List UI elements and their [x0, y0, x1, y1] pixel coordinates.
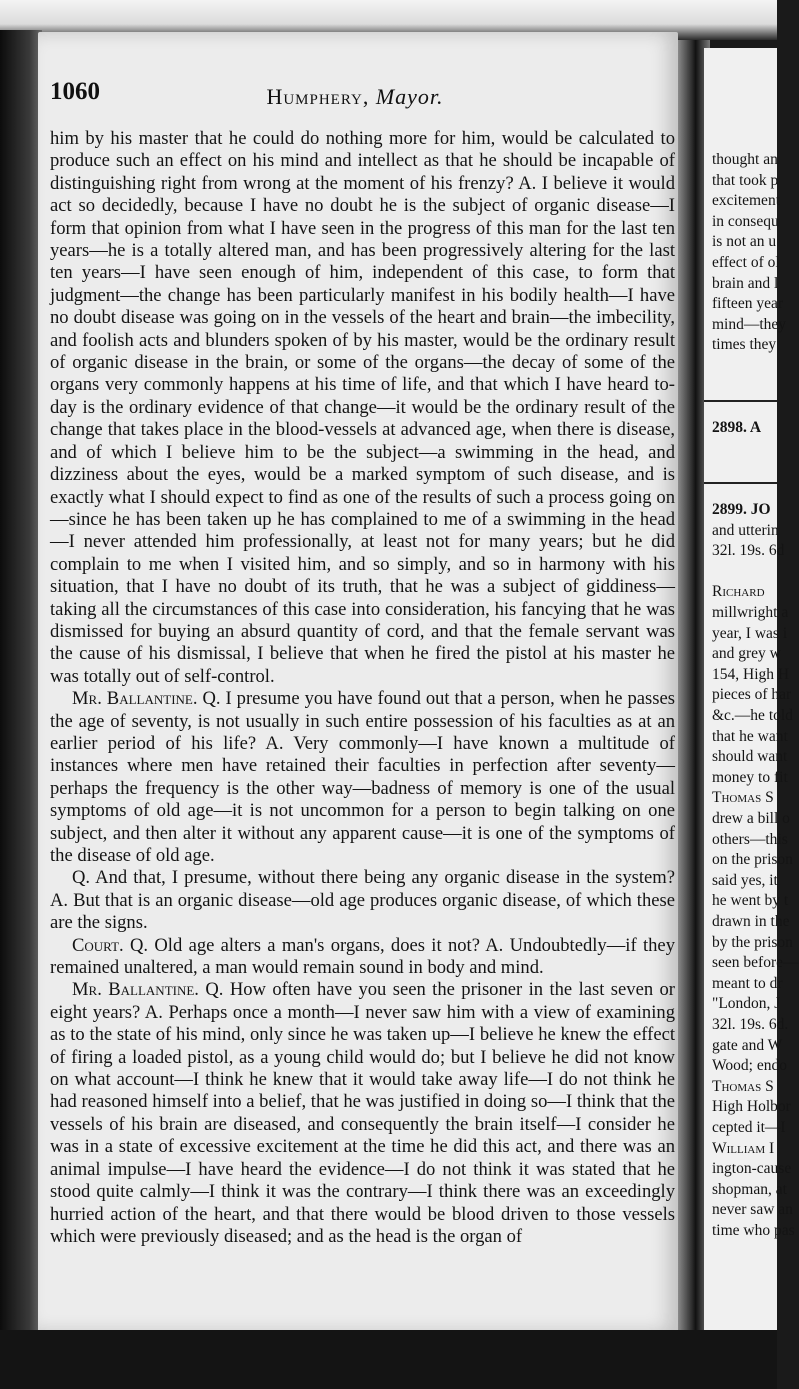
right-line: excitement — [712, 192, 780, 210]
right-entry-2898: 2898. A — [712, 418, 762, 436]
paragraph-4 — [50, 935, 675, 980]
right-line: time who pas — [712, 1221, 795, 1239]
right-line: High Holbor — [712, 1098, 791, 1116]
page-header — [50, 78, 660, 112]
right-line: others—this — [712, 830, 788, 848]
right-entry-2899: 2899. JO — [712, 501, 771, 519]
right-line: by the prison — [712, 933, 793, 951]
right-line: pieces of har — [712, 686, 792, 704]
right-line: shopman, at — [712, 1180, 787, 1198]
right-line: gate and W — [712, 1036, 783, 1054]
right-line: 32l. 19s. 6d. — [712, 1015, 789, 1033]
right-line: times they — [712, 336, 777, 354]
paragraph-2 — [50, 688, 675, 867]
right-line: said yes, it — [712, 871, 778, 889]
right-line: 32l. 19s. 6d — [712, 542, 785, 560]
right-line: cepted it—I — [712, 1118, 786, 1136]
right-line: that took p — [712, 171, 779, 189]
right-line: drawn in the — [712, 912, 790, 930]
right-line: fifteen year — [712, 295, 783, 313]
right-line: seen before— — [712, 954, 799, 972]
paragraph-4-text: Q. Old age alters a man's organs, does it not? A. Undoubtedly—if they remained unaltered, a man would remain sound in body and mind. — [50, 934, 675, 979]
right-spacer — [712, 438, 782, 459]
paragraph-5-text: Q. How often have you seen the prisoner in the last seven or eight years? A. Perhaps once a month—I never saw him with a view of examining as to the state of his mind, only since he was taken up—I believe he knew the effect of firing a loaded pistol, as a young child would do; but I believe he did not know on what account—I think he knew that it would take away life—I do not think he had reasoned himself into a belief, that he was justified in doing so—I think that the vessels of his brain are diseased, and consequently the brain itself—I consider he was in a state of excessive excitement at the time he did this act, and there was an animal impulse—I have heard the evidence—I do not think it was stated that he stood quite calmly—I think it was the contrary—I think there was an exceedingly hurried action of the heart, and that there would be blood driven to those vessels which were previously diseased; and as the head is the organ of — [50, 979, 676, 1247]
right-line: brain and l — [712, 274, 779, 292]
right-column — [712, 150, 799, 1241]
right-line: &c.—he told — [712, 707, 793, 725]
paragraph-2-text: Q. I presume you have found out that a person, when he passes the age of seventy, is not usually in such entire possession of his faculties as at an earlier period of his life? A. Very commonly—I have known a multitude of instances where men have retained their faculties in perfection after seventy—perhaps the frequency is the other way—badness of memory is one of the usual symptoms of old age—it is not uncommon for a person to begin talking on one subject, and then alter it without any apparent cause—it is one of the symptoms of the disease of old age. — [50, 688, 676, 866]
right-line: on the prison — [712, 851, 793, 869]
page-number: 1060 — [50, 78, 100, 105]
right-line: should want — [712, 748, 788, 766]
scan-bottom-margin — [0, 1330, 777, 1389]
paragraph-3: Q. And that, I presume, without there being any organic disease in the system? A. But that is an organic disease—old age produces organic disease, of which these are the signs. — [50, 867, 675, 934]
running-head-title: Mayor. — [375, 84, 444, 109]
main-column — [50, 128, 675, 1248]
right-line: effect of ol — [712, 253, 780, 271]
right-line: "London, J — [712, 995, 781, 1013]
right-line: money to fit — [712, 768, 788, 786]
right-line: 154, High H — [712, 665, 790, 683]
right-rule-2 — [704, 482, 777, 484]
right-line: meant to dr — [712, 974, 783, 992]
right-line: thought an — [712, 151, 778, 168]
right-line: never saw an — [712, 1201, 793, 1219]
right-spacer — [712, 377, 782, 398]
book-spine-edge — [0, 30, 42, 1340]
right-line: mind—they — [712, 315, 787, 333]
paragraph-1: him by his master that he could do nothing more for him, would be calculated to produce such an effect on his mind and intellect as that he should be incapable of distinguishing right from wrong at the moment of his frenzy? A. I believe it would act so decidedly, because I have no doubt he is the subject of organic disease—I form that opinion from what I have seen in the progress of this man for the last ten years—he is a totally altered man, and has been progressively altering for the last ten years—I have seen enough of him, independent of this case, to form that judgment—the change has been particularly manifest in his bodily health—I have no doubt disease was going on in the vessels of the heart and brain—the imbecility, and foolish acts and blunders spoken of by his master, would be the ordinary result of organic disease in the brain, or some of the organs—the decay of some of the organs very commonly happens at his time of life, and that which I have heard to-day is the ordinary evidence of that change—it would be the ordinary result of the change that takes place in the blood-vessels at advanced age, when there is disease, and of which I believe him to be the subject—a swimming in the head, and dizziness about the eyes, would be a marked symptom of such disease, and is exactly what I should expect to find as one of the results of such a process going on—since he has been taken up he has complained to me of a swimming in the head—I never attended him professionally, at least not for many years; but he did complain to me when I visited him, and so simply, and so in harmony with his situation, that I have no doubt of its truth, that he was a subject of giddiness—taking all the circumstances of this case into consideration, his fancying that he was dismissed for buying an absurd quantity of cord, and that the female servant was the cause of his dismissal, I believe that when he fired the pistol at his master he was totally out of self-control. — [50, 128, 675, 687]
right-line: Richard — [712, 583, 765, 601]
right-line: he went by t — [712, 892, 789, 910]
right-line: William I — [712, 1139, 775, 1157]
right-line: Thomas S — [712, 789, 774, 807]
running-head-name: Humphery, — [266, 84, 370, 109]
right-rule-1 — [704, 400, 777, 402]
right-line: and grey w — [712, 645, 781, 663]
right-spacer — [712, 562, 782, 583]
running-head — [50, 84, 660, 110]
right-line: and utterin — [712, 521, 779, 539]
right-spacer — [712, 356, 782, 377]
right-line: Wood; endo — [712, 1057, 787, 1075]
paragraph-5 — [50, 979, 675, 1248]
right-line: in consequ — [712, 212, 779, 230]
right-line: ington-cause — [712, 1160, 792, 1178]
right-spacer — [712, 459, 782, 480]
right-line: drew a bill o — [712, 810, 790, 827]
right-line: that he want — [712, 727, 788, 745]
speaker-ballantine-2: Mr. Ballantine. — [72, 979, 199, 1001]
speaker-court: Court. — [72, 934, 124, 956]
speaker-ballantine: Mr. Ballantine. — [72, 688, 198, 710]
right-line: is not an u — [712, 233, 777, 251]
right-line: millwright a — [712, 604, 789, 622]
right-line: Thomas S — [712, 1077, 774, 1095]
right-line: year, I was i — [712, 624, 788, 642]
